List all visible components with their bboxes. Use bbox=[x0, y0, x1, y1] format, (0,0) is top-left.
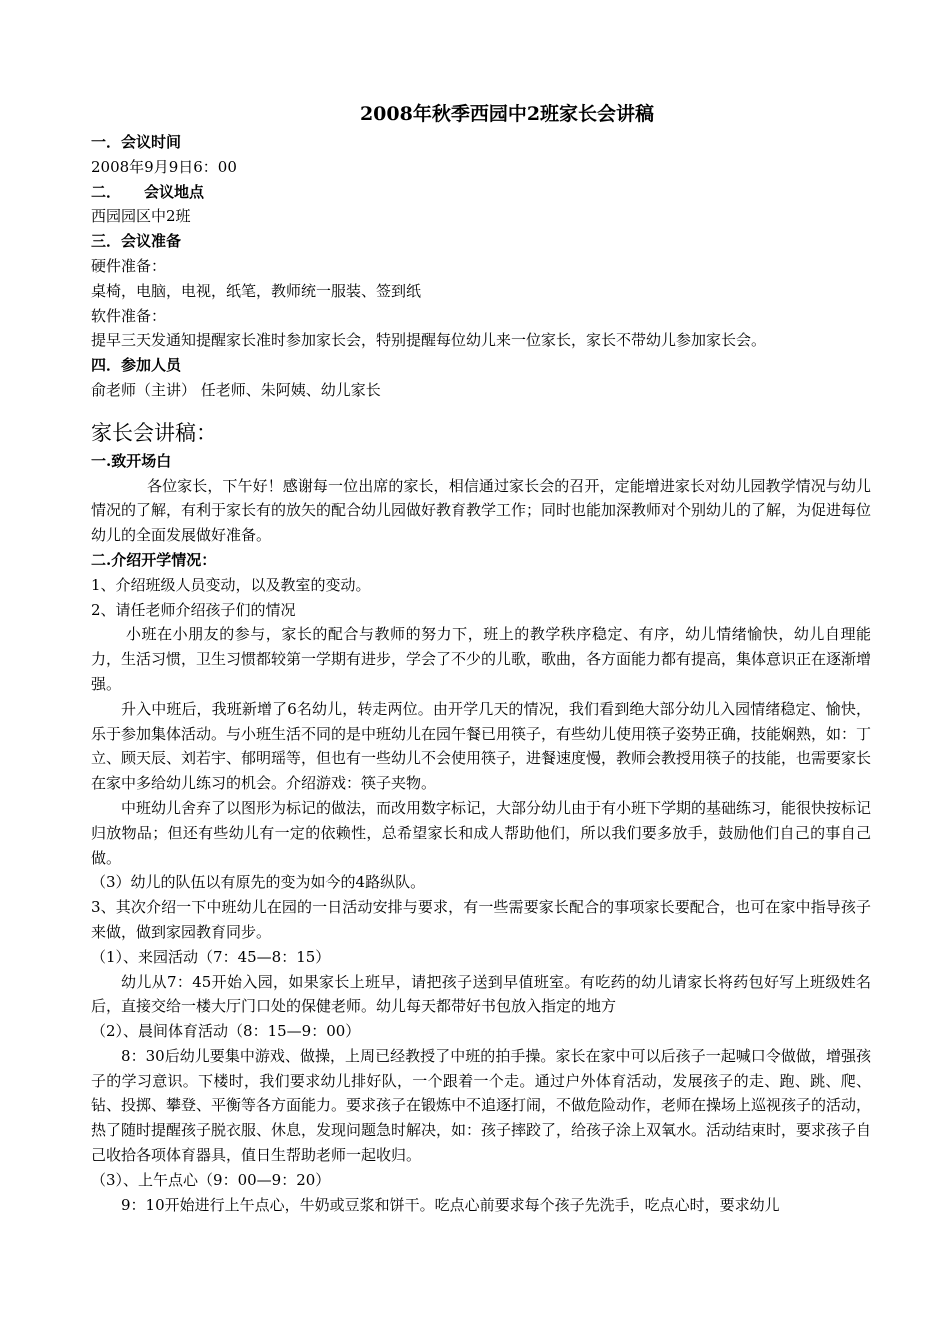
section4-heading: 四．参加人员 bbox=[91, 356, 182, 375]
section2-heading: 会议地点 bbox=[144, 182, 205, 201]
list-item-1: 1、介绍班级人员变动，以及教室的变动。 bbox=[91, 575, 371, 594]
sub3-paragraph: 9：10开始进行上午点心，牛奶或豆浆和饼干。吃点心前要求每个孩子先洗手，吃点心时，要求幼儿 bbox=[121, 1195, 780, 1214]
list-item-3-sub: （3）幼儿的队伍以有原先的变为如今的4路纵队。 bbox=[91, 873, 426, 892]
section1-heading: 一．会议时间 bbox=[91, 133, 182, 151]
small-class-paragraph: 小班在小朋友的参与，家长的配合与教师的努力下，班上的教学秩序稳定、有序，幼儿情绪愉快，幼儿自理能力，生活习惯，卫生习惯都较第一学期有进步，学会了不少的儿歌，歌曲，各方面能力都有提高，集体意识正在逐渐增强。 bbox=[91, 625, 872, 693]
document-title: 2008年秋季西园中2班家长会讲稿 bbox=[359, 103, 655, 125]
section2-number: 二． bbox=[91, 182, 122, 201]
software-label: 软件准备： bbox=[91, 306, 167, 325]
middle-class-paragraph: 升入中班后，我班新增了6名幼儿，转走两位。由开学几天的情况，我们看到绝大部分幼儿入园情绪稳定、愉快，乐于参加集体活动。与小班生活不同的是中班幼儿在园午餐已用筷子，有些幼儿使用筷子姿势正确，技能娴熟，如：丁立、顾天辰、刘若宇、郁明瑶等，但也有一些幼儿不会使用筷子，进餐速度慢，教师会教授用筷子的技能，也需要家长在家中多给幼儿练习的机会。介绍游戏：筷子夹物。 bbox=[91, 699, 872, 793]
marks-paragraph: 中班幼儿舍弃了以图形为标记的做法，而改用数字标记，大部分幼儿由于有小班下学期的基础练习，能很快按标记归放物品；但还有些幼儿有一定的依赖性，总希望家长和成人帮助他们，所以我们要多放手，鼓励他们自己的事自己做。 bbox=[91, 798, 872, 867]
sub2-heading: （2）、晨间体育活动（8：15—9：00） bbox=[91, 1022, 361, 1041]
section2-heading-row bbox=[91, 180, 871, 205]
sub1-heading: （1）、来园活动（7：45—8：15） bbox=[91, 947, 331, 966]
section3-heading: 三．会议准备 bbox=[91, 232, 182, 251]
sub2-paragraph: 8：30后幼儿要集中游戏、做操，上周已经教授了中班的拍手操。家长在家中可以后孩子一起喊口令做做，增强孩子的学习意识。下楼时，我们要求幼儿排好队，一个跟着一个走。通过户外体育活动，发展孩子的走、跑、跳、爬、钻、投掷、攀登、平衡等各方面能力。要求孩子在锻炼中不追逐打闹，不做危险动作，老师在操场上巡视孩子的活动，热了随时提醒孩子脱衣服、休息，发现问题急时解决，如：孩子摔跤了，给孩子涂上双氧水。活动结束时，要求孩子自己收拾各项体育器具，值日生帮助老师一起收归。 bbox=[91, 1046, 872, 1165]
software-text: 提早三天发通知提醒家长准时参加家长会，特别提醒每位幼儿来一位家长，家长不带幼儿参加家长会。 bbox=[91, 331, 767, 350]
speech-heading: 家长会讲稿： bbox=[91, 420, 217, 445]
hardware-label: 硬件准备： bbox=[91, 256, 167, 275]
part2-heading: 二.介绍开学情况： bbox=[91, 550, 217, 569]
part1-heading: 一.致开场白 bbox=[91, 451, 172, 470]
list-item-2: 2、请任老师介绍孩子们的情况 bbox=[91, 600, 296, 619]
part1-paragraph: 各位家长，下午好！感谢每一位出席的家长，相信通过家长会的召开，定能增进家长对幼儿园教学情况与幼儿情况的了解，有利于家长有的放矢的配合幼儿园做好教育教学工作；同时也能加深教师对个别幼儿的了解，为促进每位幼儿的全面发展做好准备。 bbox=[91, 476, 872, 545]
document-content bbox=[91, 98, 871, 1217]
list-item-3: 3、其次介绍一下中班幼儿在园的一日活动安排与要求，有一些需要家长配合的事项家长要配合，也可在家中指导孩子来做，做到家园教育同步。 bbox=[91, 898, 871, 941]
sub1-paragraph: 幼儿从7：45开始入园，如果家长上班早，请把孩子送到早值班室。有吃药的幼儿请家长将药包好写上班级姓名后，直接交给一楼大厅门口处的保健老师。幼儿每天都带好书包放入指定的地方 bbox=[91, 972, 871, 1016]
hardware-text: 桌椅，电脑，电视，纸笔，教师统一服装、签到纸 bbox=[91, 281, 422, 300]
section1-text: 2008年9月9日6：00 bbox=[91, 157, 237, 176]
sub3-heading: （3）、上午点心（9：00—9：20） bbox=[91, 1170, 331, 1189]
section2-text: 西园园区中2班 bbox=[91, 207, 191, 226]
section4-text: 俞老师（主讲） 任老师、朱阿姨、幼儿家长 bbox=[91, 380, 381, 399]
